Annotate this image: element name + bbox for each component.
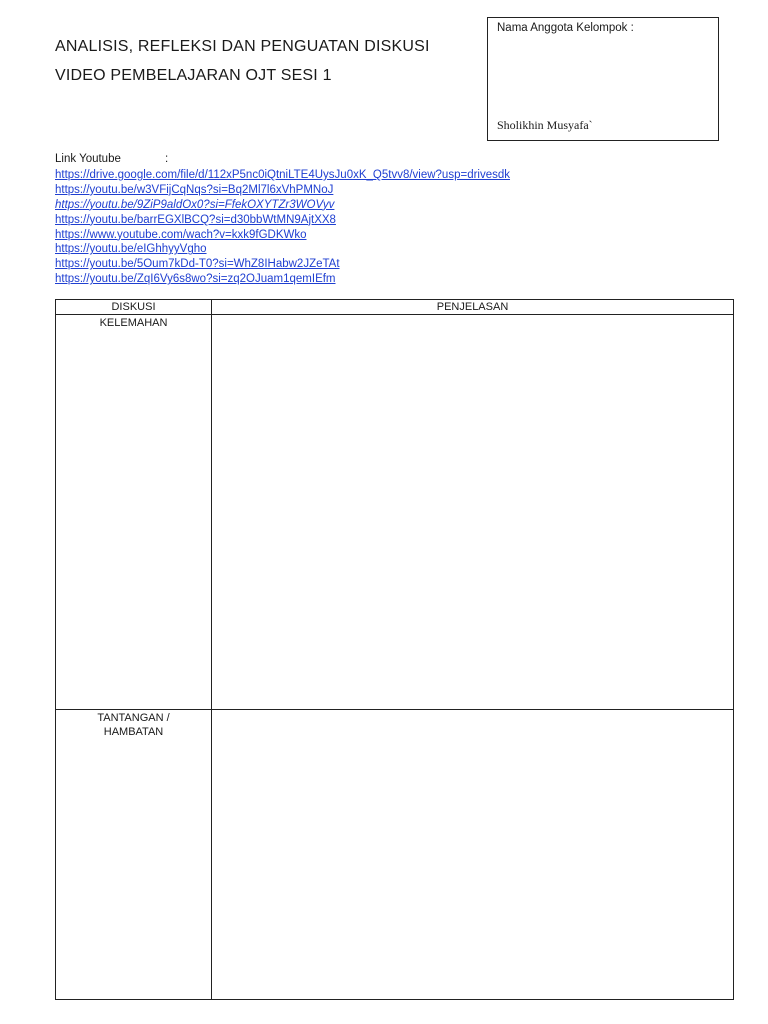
link-5[interactable]: https://www.youtube.com/wach?v=kxk9fGDKWko — [55, 228, 307, 241]
link-3[interactable]: https://youtu.be/9ZiP9aldOx0?si=FfekOXYTZr3WOVyv — [55, 198, 335, 211]
list-item — [55, 242, 510, 257]
document-title-line-2: VIDEO PEMBELAJARAN OJT SESI 1 — [55, 67, 332, 84]
list-item — [55, 213, 510, 228]
row-label-cell — [56, 710, 212, 1000]
group-member-name: Sholikhin Musyafa` — [497, 118, 593, 132]
links-label-text: Link Youtube — [55, 153, 121, 165]
link-8[interactable]: https://youtu.be/ZqI6Vy6s8wo?si=zq2OJuam1qemIEfm — [55, 273, 336, 286]
links-label-colon: : — [165, 153, 169, 165]
list-item — [55, 257, 510, 272]
list-item — [55, 168, 510, 183]
links-label — [55, 153, 169, 165]
list-item — [55, 183, 510, 198]
table-header-row — [56, 300, 734, 315]
link-2[interactable]: https://youtu.be/w3VFijCqNqs?si=Bq2Ml7l6xVhPMNoJ — [55, 183, 334, 196]
group-members-label: Nama Anggota Kelompok : — [497, 22, 634, 34]
row-label-kelemahan: KELEMAHAN — [99, 317, 168, 329]
explanation-cell-tantangan[interactable] — [212, 710, 734, 1000]
list-item — [55, 198, 510, 213]
group-members-box — [487, 17, 719, 141]
row-label-tantangan: TANTANGAN / HAMBATAN — [97, 712, 170, 738]
list-item — [55, 228, 510, 243]
document-title-line-1: ANALISIS, REFLEKSI DAN PENGUATAN DISKUSI — [55, 38, 430, 55]
list-item — [55, 272, 510, 287]
table-row — [56, 710, 734, 1000]
link-1[interactable]: https://drive.google.com/file/d/112xP5nc0iQtniLTE4UysJu0xK_Q5tvv8/view?usp=drivesdk — [55, 169, 511, 181]
discussion-table — [55, 299, 734, 1000]
link-list — [55, 168, 510, 287]
link-6[interactable]: https://youtu.be/eIGhhyyVgho — [55, 243, 207, 256]
header-penjelasan: PENJELASAN — [212, 300, 734, 315]
explanation-cell-kelemahan[interactable] — [212, 315, 734, 710]
table-row — [56, 315, 734, 710]
row-label-cell — [56, 315, 212, 710]
link-4[interactable]: https://youtu.be/barrEGXlBCQ?si=d30bbWtMN9AjtXX8 — [55, 213, 336, 226]
link-7[interactable]: https://youtu.be/5Oum7kDd-T0?si=WhZ8IHabw2JZeTAt — [55, 258, 340, 271]
header-diskusi: DISKUSI — [56, 300, 212, 315]
